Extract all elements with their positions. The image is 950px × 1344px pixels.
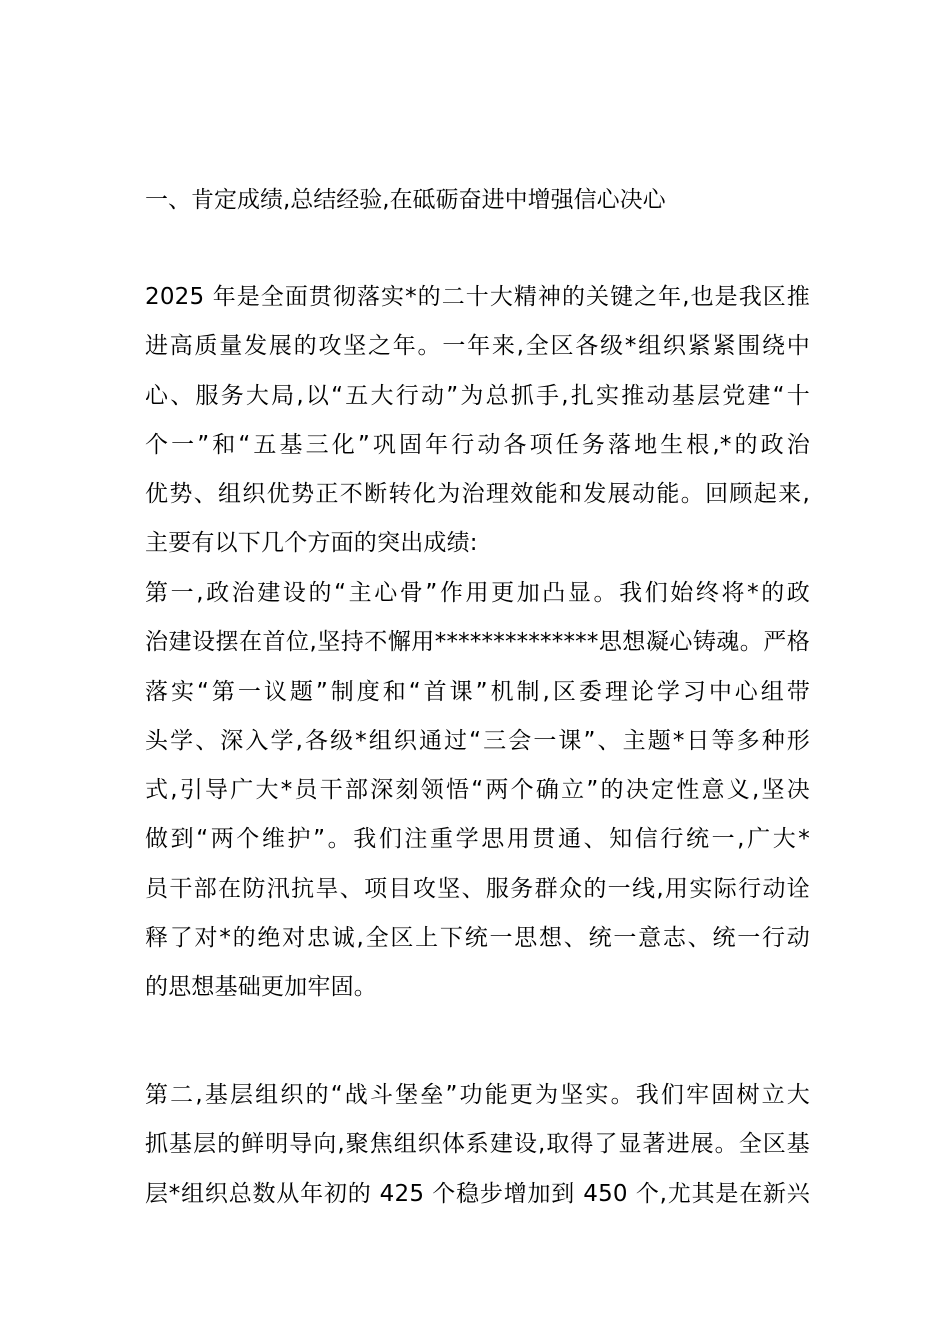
paragraph-line: 层*组织总数从年初的 425 个稳步增加到 450 个,尤其是在新兴 — [145, 1180, 810, 1207]
paragraph-achievements-intro — [145, 273, 810, 569]
paragraph-line: 2025 年是全面贯彻落实*的二十大精神的关键之年,也是我区推 — [145, 284, 810, 310]
paragraph-line: 的思想基础更加牢固。 — [145, 974, 377, 1001]
paragraph-line: 释了对*的绝对忠诚,全区上下统一思想、统一意志、统一行动 — [145, 925, 810, 952]
paragraph-line: 个一”和“五基三化”巩固年行动各项任务落地生根,*的政治 — [145, 431, 810, 458]
paragraph-line: 式,引导广大*员干部深刻领悟“两个确立”的决定性意义,坚决 — [145, 777, 810, 804]
paragraph-line: 第二,基层组织的“战斗堡垒”功能更为坚实。我们牢固树立大 — [145, 1082, 810, 1108]
paragraph-political-building — [145, 569, 810, 1013]
paragraph-grassroots-organization — [145, 1071, 810, 1219]
paragraph-line: 做到“两个维护”。我们注重学思用贯通、知信行统一,广大* — [145, 826, 810, 853]
paragraph-line: 主要有以下几个方面的突出成绩: — [145, 530, 478, 557]
paragraph-line: 落实“第一议题”制度和“首课”机制,区委理论学习中心组带 — [145, 678, 810, 705]
paragraph-line: 头学、深入学,各级*组织通过“三会一课”、主题*日等多种形 — [145, 727, 810, 754]
paragraph-line: 员干部在防汛抗旱、项目攻坚、服务群众的一线,用实际行动诠 — [145, 875, 810, 902]
section-heading: 一、肯定成绩,总结经验,在砥砺奋进中增强信心决心 — [145, 187, 666, 213]
paragraph-line: 第一,政治建设的“主心骨”作用更加凸显。我们始终将*的政 — [145, 580, 810, 606]
paragraph-line: 心、服务大局,以“五大行动”为总抓手,扎实推动基层党建“十 — [145, 382, 810, 409]
paragraph-line: 进高质量发展的攻坚之年。一年来,全区各级*组织紧紧围绕中 — [145, 333, 810, 360]
paragraph-line: 优势、组织优势正不断转化为治理效能和发展动能。回顾起来, — [145, 481, 810, 508]
paragraph-line: 治建设摆在首位,坚持不懈用**************思想凝心铸魂。严格 — [145, 629, 810, 656]
paragraph-line: 抓基层的鲜明导向,聚焦组织体系建设,取得了显著进展。全区基 — [145, 1131, 810, 1158]
